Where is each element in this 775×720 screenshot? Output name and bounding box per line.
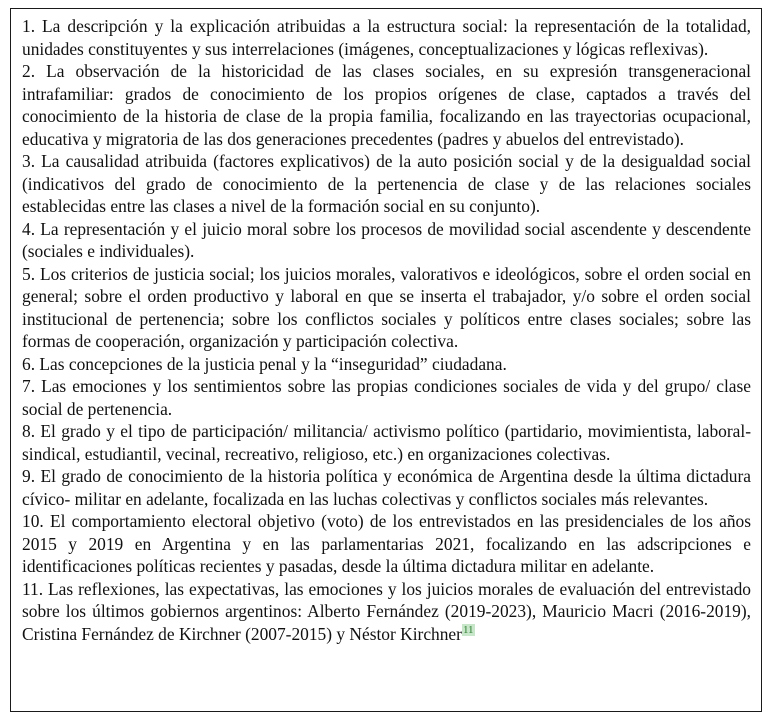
list-item-6: 6. Las concepciones de la justicia penal y la “inseguridad” ciudadana. — [22, 353, 507, 374]
list-item-11 — [22, 578, 751, 646]
list-item-7: 7. Las emociones y los sentimientos sobre las propias condiciones sociales de vida y del grupo/ clase social de pertenencia. — [22, 376, 751, 419]
list-item-8: 8. El grado y el tipo de participación/ militancia/ activismo político (partidario, movimientista, laboral-sindical, estudiantil, vecinal, recreativo, religioso, etc.) en organizaciones colectivas. — [22, 421, 751, 464]
footnote-ref-11[interactable]: 11 — [462, 623, 474, 636]
list-item-5: 5. Los criterios de justicia social; los juicios morales, valorativos e ideológicos, sobre el orden social en general; sobre el orden productivo y laboral en que se inserta el trabajador, y/o sobre el orden social institucional de pertenencia; sobre los conflictos sociales y políticos entre clases sociales; sobre las formas de cooperación, organización y participación colectiva. — [22, 263, 751, 351]
list-item-4: 4. La representación y el juicio moral sobre los procesos de movilidad social ascendente y descendente (sociales e individuales). — [22, 218, 751, 261]
list-item-9: 9. El grado de conocimiento de la historia política y económica de Argentina desde la última dictadura cívico- militar en adelante, focalizada en las luchas colectivas y conflictos sociales más relevantes. — [22, 466, 751, 509]
list-item-1: 1. La descripción y la explicación atribuidas a la estructura social: la representación de la totalidad, unidades constituyentes y sus interrelaciones (imágenes, conceptualizaciones y lógicas reflexivas). — [22, 16, 751, 59]
criteria-list-box — [10, 8, 762, 712]
list-item-10: 10. El comportamiento electoral objetivo (voto) de los entrevistados en las presidenciales de los años 2015 y 2019 en Argentina y en las parlamentarias 2021, focalizando en las adscripciones e identificaciones políticas recientes y pasadas, desde la última dictadura militar en adelante. — [22, 511, 751, 576]
list-item-3: 3. La causalidad atribuida (factores explicativos) de la auto posición social y de la desigualdad social (indicativos del grado de conocimiento de la pertenencia de clase y de las relaciones sociales establecidas entre las clases a nivel de la formación social en su conjunto). — [22, 151, 751, 216]
list-item-2: 2. La observación de la historicidad de las clases sociales, en su expresión transgeneracional intrafamiliar: grados de conocimiento de los propios orígenes de clase, captados a través del conocimiento de la historia de clase de la propia familia, focalizando en las trayectorias ocupacional, educativa y migratoria de las dos generaciones precedentes (padres y abuelos del entrevistado). — [22, 61, 751, 149]
list-item-11-text: 11. Las reflexiones, las expectativas, las emociones y los juicios morales de evaluación del entrevistado sobre los últimos gobiernos argentinos: Alberto Fernández (2019-2023), Mauricio Macri (2016-2019), Cristina Fernández de Kirchner (2007-2015) y Néstor Kirchner — [22, 578, 751, 644]
